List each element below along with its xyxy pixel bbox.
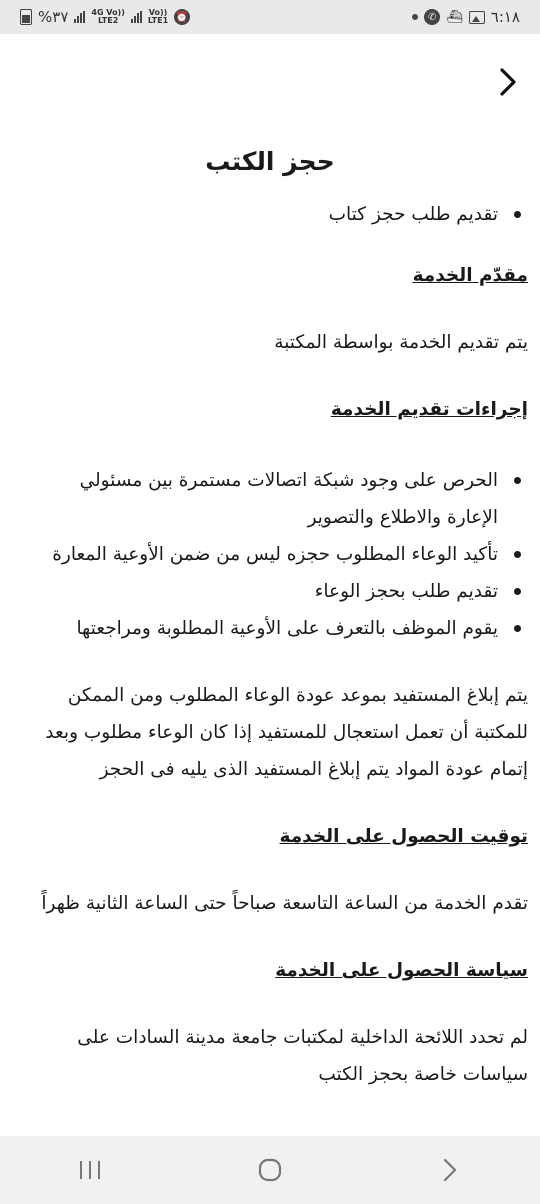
page-title: حجز الكتب bbox=[205, 147, 335, 176]
procedures-list bbox=[12, 462, 528, 647]
procedures-heading: إجراءات تقديم الخدمة bbox=[330, 399, 528, 420]
list-item: تقديم طلب حجز كتاب bbox=[12, 196, 498, 233]
network-2-top: 4G Vo)) bbox=[91, 8, 125, 17]
policy-heading: سياسة الحصول على الخدمة bbox=[275, 960, 528, 981]
battery-percent: %٣٧ bbox=[38, 8, 69, 26]
signal-icon bbox=[131, 11, 142, 23]
timing-heading: توقيت الحصول على الخدمة bbox=[279, 826, 528, 847]
clock: ٦:١٨ bbox=[490, 8, 520, 26]
home-icon bbox=[257, 1157, 283, 1183]
navigation-bar bbox=[0, 1136, 540, 1204]
home-button[interactable] bbox=[240, 1140, 300, 1200]
network-2-bottom: LTE2 bbox=[98, 16, 119, 25]
services-list bbox=[12, 196, 528, 233]
network-1-bottom: LTE1 bbox=[147, 16, 169, 25]
recents-icon bbox=[77, 1159, 103, 1181]
signal-icon bbox=[74, 11, 85, 23]
list-item: الحرص على وجود شبكة اتصالات مستمرة بين مسئولي الإعارة والاطلاع والتصوير bbox=[12, 462, 498, 536]
list-item: تقديم طلب بحجز الوعاء bbox=[12, 573, 498, 610]
status-bar bbox=[0, 0, 540, 34]
network-1-top: Vo)) bbox=[148, 8, 168, 17]
content bbox=[0, 130, 540, 1093]
back-icon bbox=[441, 1157, 459, 1183]
gallery-icon bbox=[469, 11, 485, 24]
alarm-icon: ⏰ bbox=[174, 9, 190, 25]
notification-dot-icon bbox=[412, 14, 418, 20]
list-item: يقوم الموظف بالتعرف على الأوعية المطلوبة ومراجعتها bbox=[12, 610, 498, 647]
back-button[interactable] bbox=[488, 60, 528, 104]
network-2-indicator bbox=[91, 9, 124, 25]
provider-heading: مقدّم الخدمة bbox=[412, 265, 528, 286]
status-right bbox=[412, 8, 520, 26]
notification-icon: ⛴ bbox=[446, 9, 463, 25]
whatsapp-icon: ✆ bbox=[424, 9, 440, 25]
back-nav-button[interactable] bbox=[420, 1140, 480, 1200]
recents-button[interactable] bbox=[60, 1140, 120, 1200]
list-item: تأكيد الوعاء المطلوب حجزه ليس من ضمن الأوعية المعارة bbox=[12, 536, 498, 573]
procedures-note: يتم إبلاغ المستفيد بموعد عودة الوعاء المطلوب ومن الممكن للمكتبة أن تعمل استعجال للمستفيد إذا كان الوعاء مطلوب وبعد إتمام عودة المواد يتم إبلاغ المستفيد الذى يليه فى الحجز bbox=[45, 685, 528, 780]
provider-text: يتم تقديم الخدمة بواسطة المكتبة bbox=[274, 332, 528, 353]
timing-text: تقدم الخدمة من الساعة التاسعة صباحاً حتى الساعة الثانية ظهراً bbox=[41, 893, 528, 914]
chevron-right-icon bbox=[497, 67, 519, 97]
status-left bbox=[20, 8, 190, 26]
policy-text: لم تحدد اللائحة الداخلية لمكتبات جامعة مدينة السادات على سياسات خاصة بحجز الكتب bbox=[77, 1027, 528, 1085]
battery-icon bbox=[20, 9, 32, 25]
network-1-indicator bbox=[148, 9, 168, 25]
